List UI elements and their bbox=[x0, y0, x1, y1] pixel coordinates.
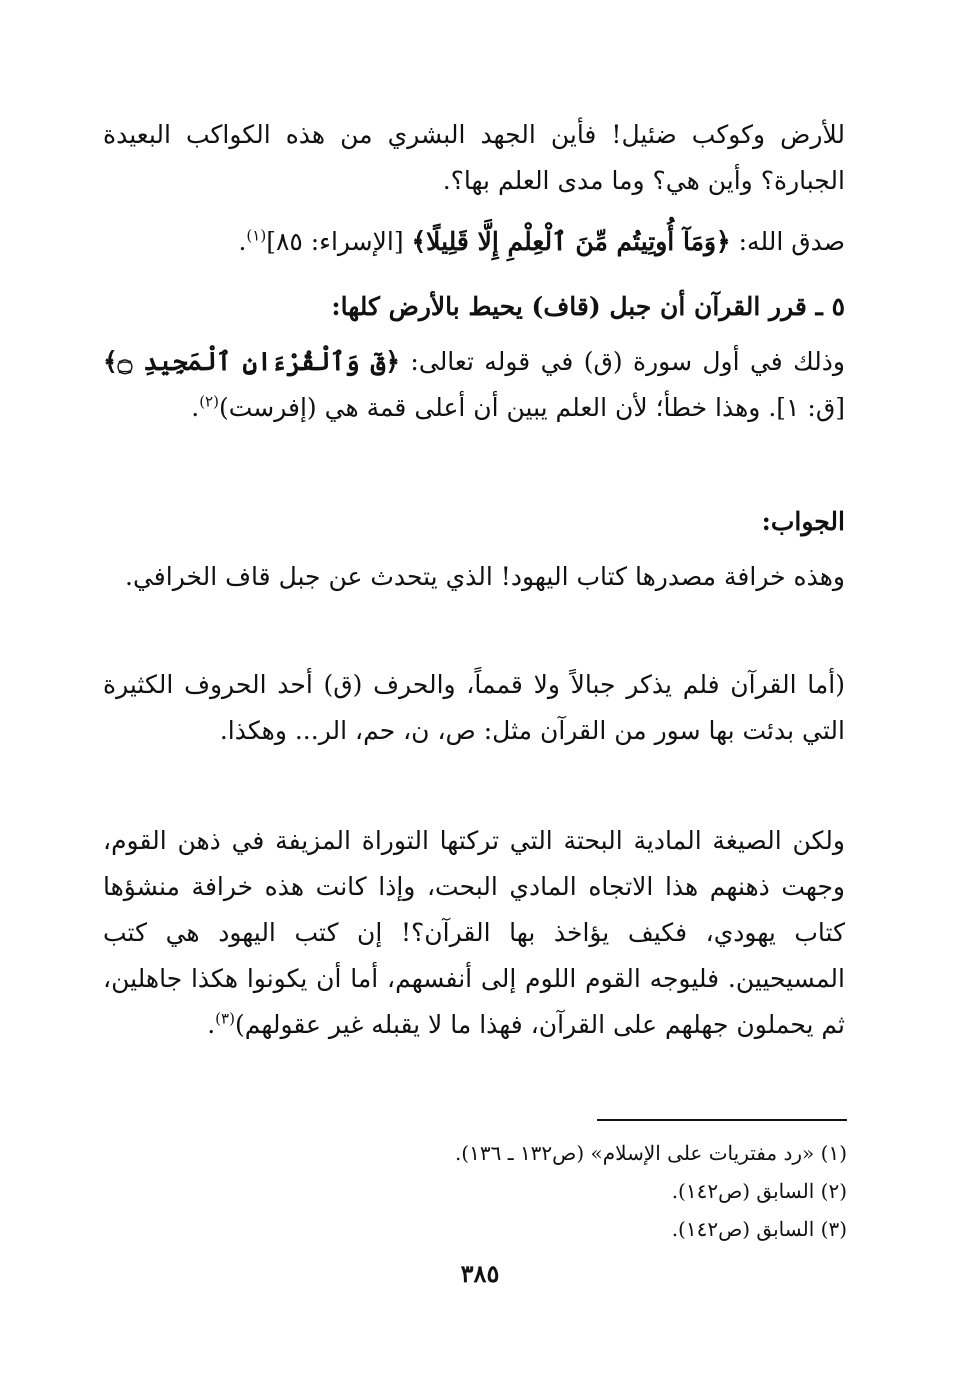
footnote-separator bbox=[597, 1119, 847, 1121]
footnote-marker-2: (٢) bbox=[199, 392, 219, 411]
paragraph-claim bbox=[103, 339, 845, 431]
claim-rest: [ق: ١]. وهذا خطأ؛ لأن العلم يبين أن أعلى قمة هي (إفرست) bbox=[218, 393, 845, 422]
paragraph-answer bbox=[103, 554, 845, 600]
answer-heading-text: الجواب: bbox=[761, 507, 845, 536]
footnote-2: (٢) السابق (ص١٤٢). bbox=[671, 1179, 847, 1203]
claim-start: وذلك في أول سورة (ق) في قوله تعالى: bbox=[400, 347, 845, 376]
verse-reference: [الإسراء: ٨٥] bbox=[266, 227, 412, 256]
section-heading bbox=[103, 284, 845, 330]
section-heading-text: ٥ ـ قرر القرآن أن جبل (قاف) يحيط بالأرض كلها: bbox=[331, 292, 845, 321]
footnote-marker-1: (١) bbox=[246, 226, 267, 245]
paragraph-letters-text: (أما القرآن فلم يذكر جبالاً ولا قمماً، والحرف (ق) أحد الحروف الكثيرة التي بدئت بها سور من القرآن مثل: ص، ن، حم، الر... وهكذا. bbox=[103, 670, 845, 745]
quran-quote-line bbox=[103, 219, 845, 265]
paragraph-answer-text: وهذه خرافة مصدرها كتاب اليهود! الذي يتحدث عن جبل قاف الخرافي. bbox=[125, 562, 845, 591]
paragraph-conclusion bbox=[103, 818, 845, 1048]
answer-heading bbox=[103, 499, 845, 545]
quote-prefix: صدق الله: bbox=[730, 227, 845, 256]
paragraph-letters bbox=[103, 662, 845, 754]
conclusion-end: . bbox=[207, 1010, 216, 1039]
footnote-marker-3: (٣) bbox=[215, 1009, 235, 1028]
quote-end: . bbox=[238, 227, 247, 256]
paragraph-conclusion-text: ولكن الصيغة المادية البحتة التي تركتها التوراة المزيفة في ذهن القوم، وجهت ذهنهم هذا الاتجاه المادي البحت، وإذا كانت هذه خرافة منشؤها كتاب يهودي، فكيف يؤاخذ بها القرآن؟! إن كتب اليهود هي كتب المسيحيين. فليوجه القوم اللوم إلى أنفسهم، أما أن يكونوا هكذا جاهلين، ثم يحملون جهلهم على القرآن، فهذا ما لا يقبله غير عقولهم) bbox=[103, 826, 845, 1039]
claim-end: . bbox=[191, 393, 200, 422]
page-number: ٣٨٥ bbox=[460, 1259, 500, 1288]
paragraph-intro-text: للأرض وكوكب ضئيل! فأين الجهد البشري من هذه الكواكب البعيدة الجبارة؟ وأين هي؟ وما مدى العلم بها؟. bbox=[103, 120, 845, 195]
footnote-1: (١) «رد مفتريات على الإسلام» (ص١٣٢ ـ ١٣٦). bbox=[454, 1141, 847, 1165]
paragraph-intro bbox=[103, 112, 845, 204]
footnote-3: (٣) السابق (ص١٤٢). bbox=[671, 1217, 847, 1241]
quran-verse-qaf: ﴿قٓ وَٱلْقُرْءَانِ ٱلْمَجِيدِ ۝﴾ bbox=[103, 347, 401, 376]
quran-verse: ﴿وَمَآ أُوتِيتُم مِّنَ ٱلْعِلْمِ إِلَّا قَلِيلًا﴾ bbox=[411, 227, 731, 256]
